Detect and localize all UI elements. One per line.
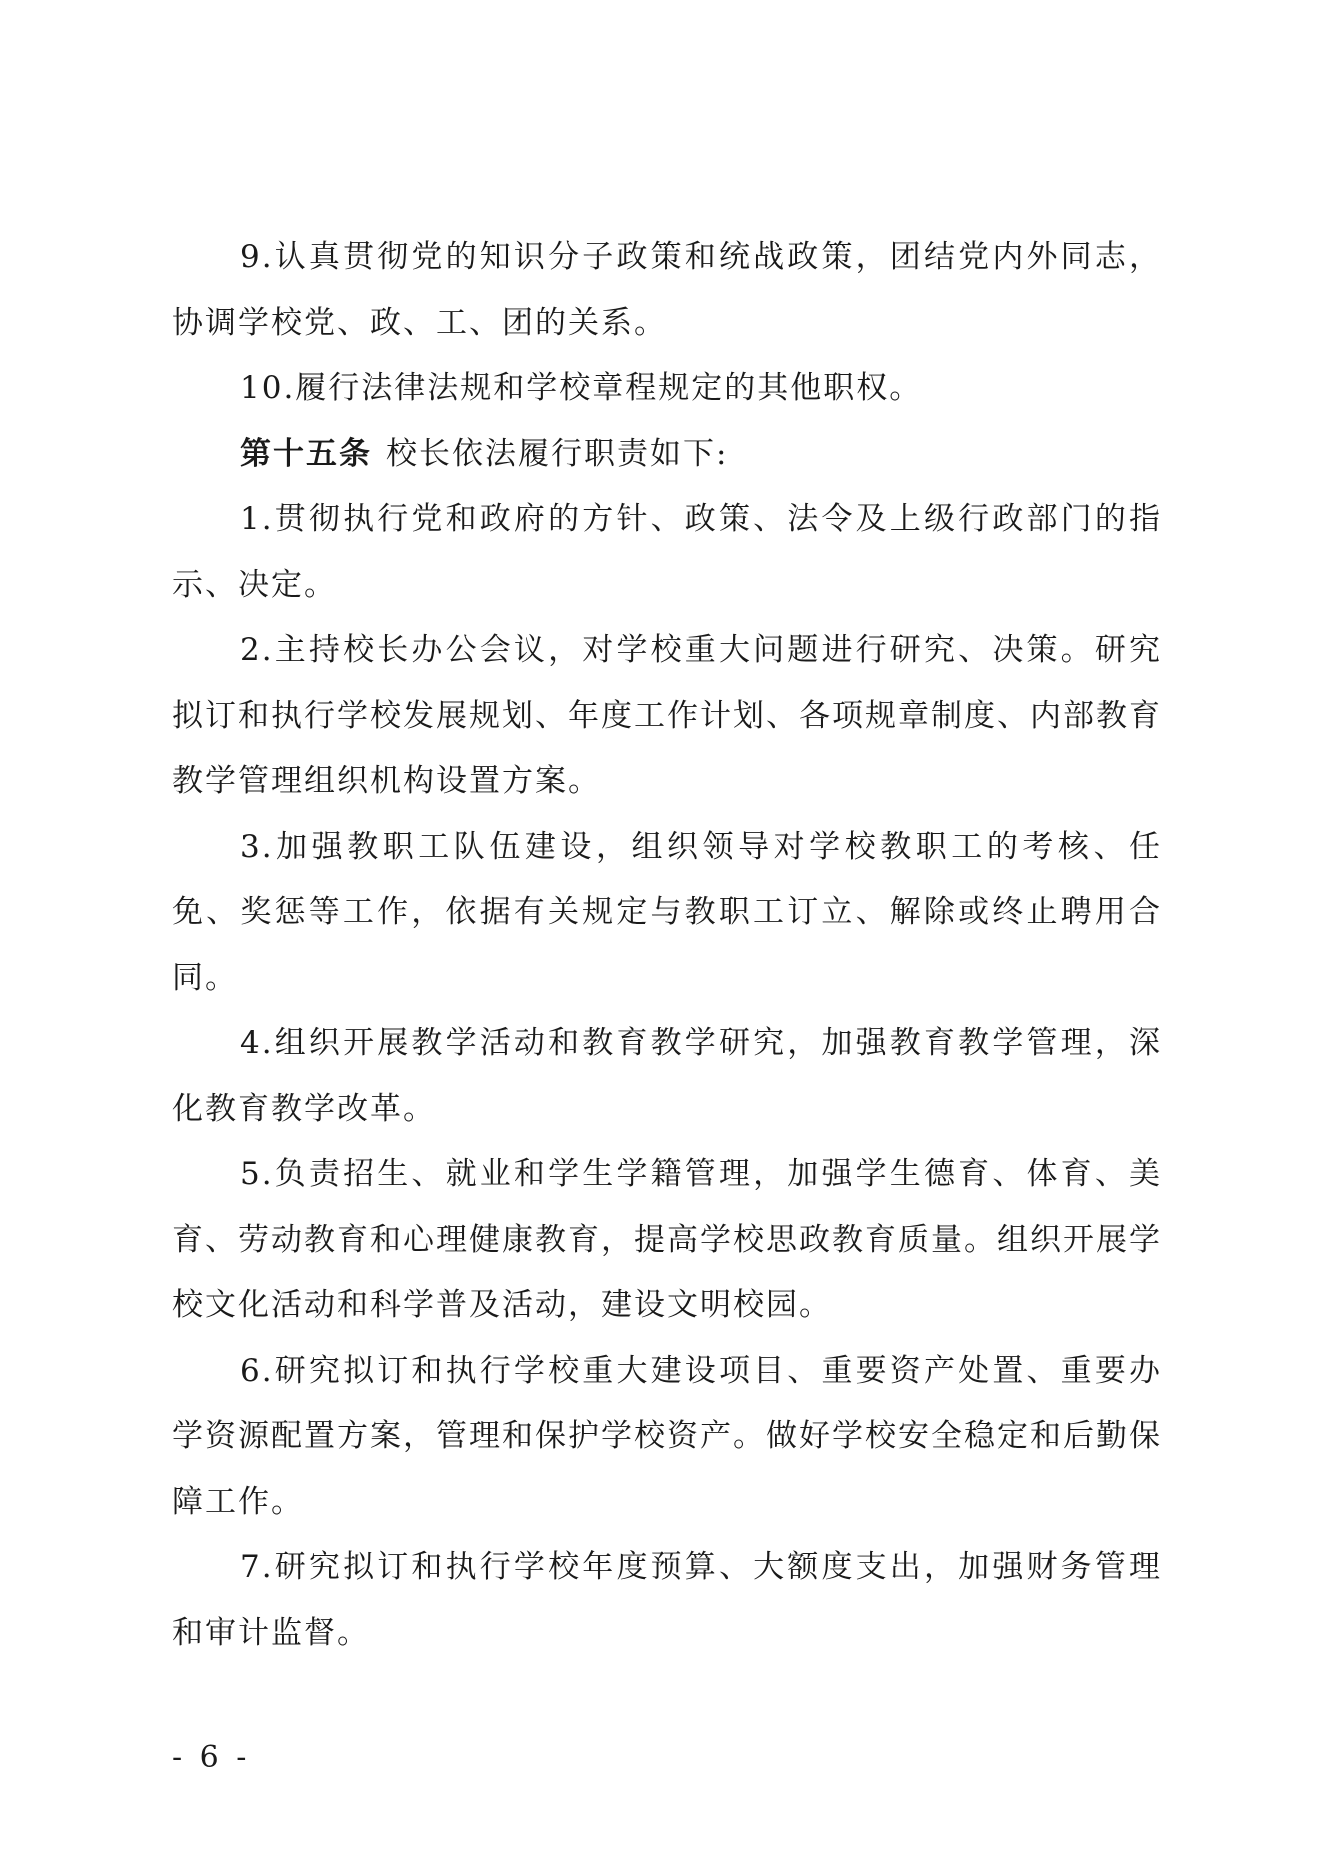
paragraph-text: 4.组织开展教学活动和教育教学研究，加强教育教学管理，深化教育教学改革。 — [172, 1025, 1162, 1127]
paragraph-item-10 — [172, 356, 1162, 422]
paragraph-item-1 — [172, 487, 1162, 618]
paragraph-text: 2.主持校长办公会议，对学校重大问题进行研究、决策。研究拟订和执行学校发展规划、年度工作计划、各项规章制度、内部教育教学管理组织机构设置方案。 — [172, 632, 1162, 799]
article-15-heading — [172, 422, 1162, 488]
paragraph-item-5 — [172, 1142, 1162, 1339]
paragraph-text: 6.研究拟订和执行学校重大建设项目、重要资产处置、重要办学资源配置方案，管理和保护学校资产。做好学校安全稳定和后勤保障工作。 — [172, 1352, 1162, 1520]
paragraph-item-7 — [172, 1535, 1162, 1666]
paragraph-text: 3.加强教职工队伍建设，组织领导对学校教职工的考核、任免、奖惩等工作，依据有关规定与教职工订立、解除或终止聘用合同。 — [172, 828, 1162, 996]
paragraph-item-2 — [172, 618, 1162, 815]
paragraph-text: 10.履行法律法规和学校章程规定的其他职权。 — [240, 370, 923, 406]
paragraph-text: 1.贯彻执行党和政府的方针、政策、法令及上级行政部门的指示、决定。 — [172, 501, 1162, 603]
paragraph-item-4 — [172, 1011, 1162, 1142]
page-number: - 6 - — [172, 1740, 251, 1775]
paragraph-text: 校长依法履行职责如下: — [386, 435, 729, 472]
paragraph-text: 9.认真贯彻党的知识分子政策和统战政策，团结党内外同志，协调学校党、政、工、团的关系。 — [172, 239, 1162, 341]
paragraph-text: 7.研究拟订和执行学校年度预算、大额度支出，加强财务管理和审计监督。 — [172, 1549, 1162, 1651]
paragraph-item-6 — [172, 1339, 1162, 1536]
paragraph-item-9 — [172, 225, 1162, 356]
document-body — [172, 225, 1162, 1666]
paragraph-item-3 — [172, 815, 1162, 1012]
paragraph-text: 5.负责招生、就业和学生学籍管理，加强学生德育、体育、美育、劳动教育和心理健康教育，提高学校思政教育质量。组织开展学校文化活动和科学普及活动，建设文明校园。 — [172, 1156, 1162, 1323]
article-number: 第十五条 — [240, 435, 372, 472]
